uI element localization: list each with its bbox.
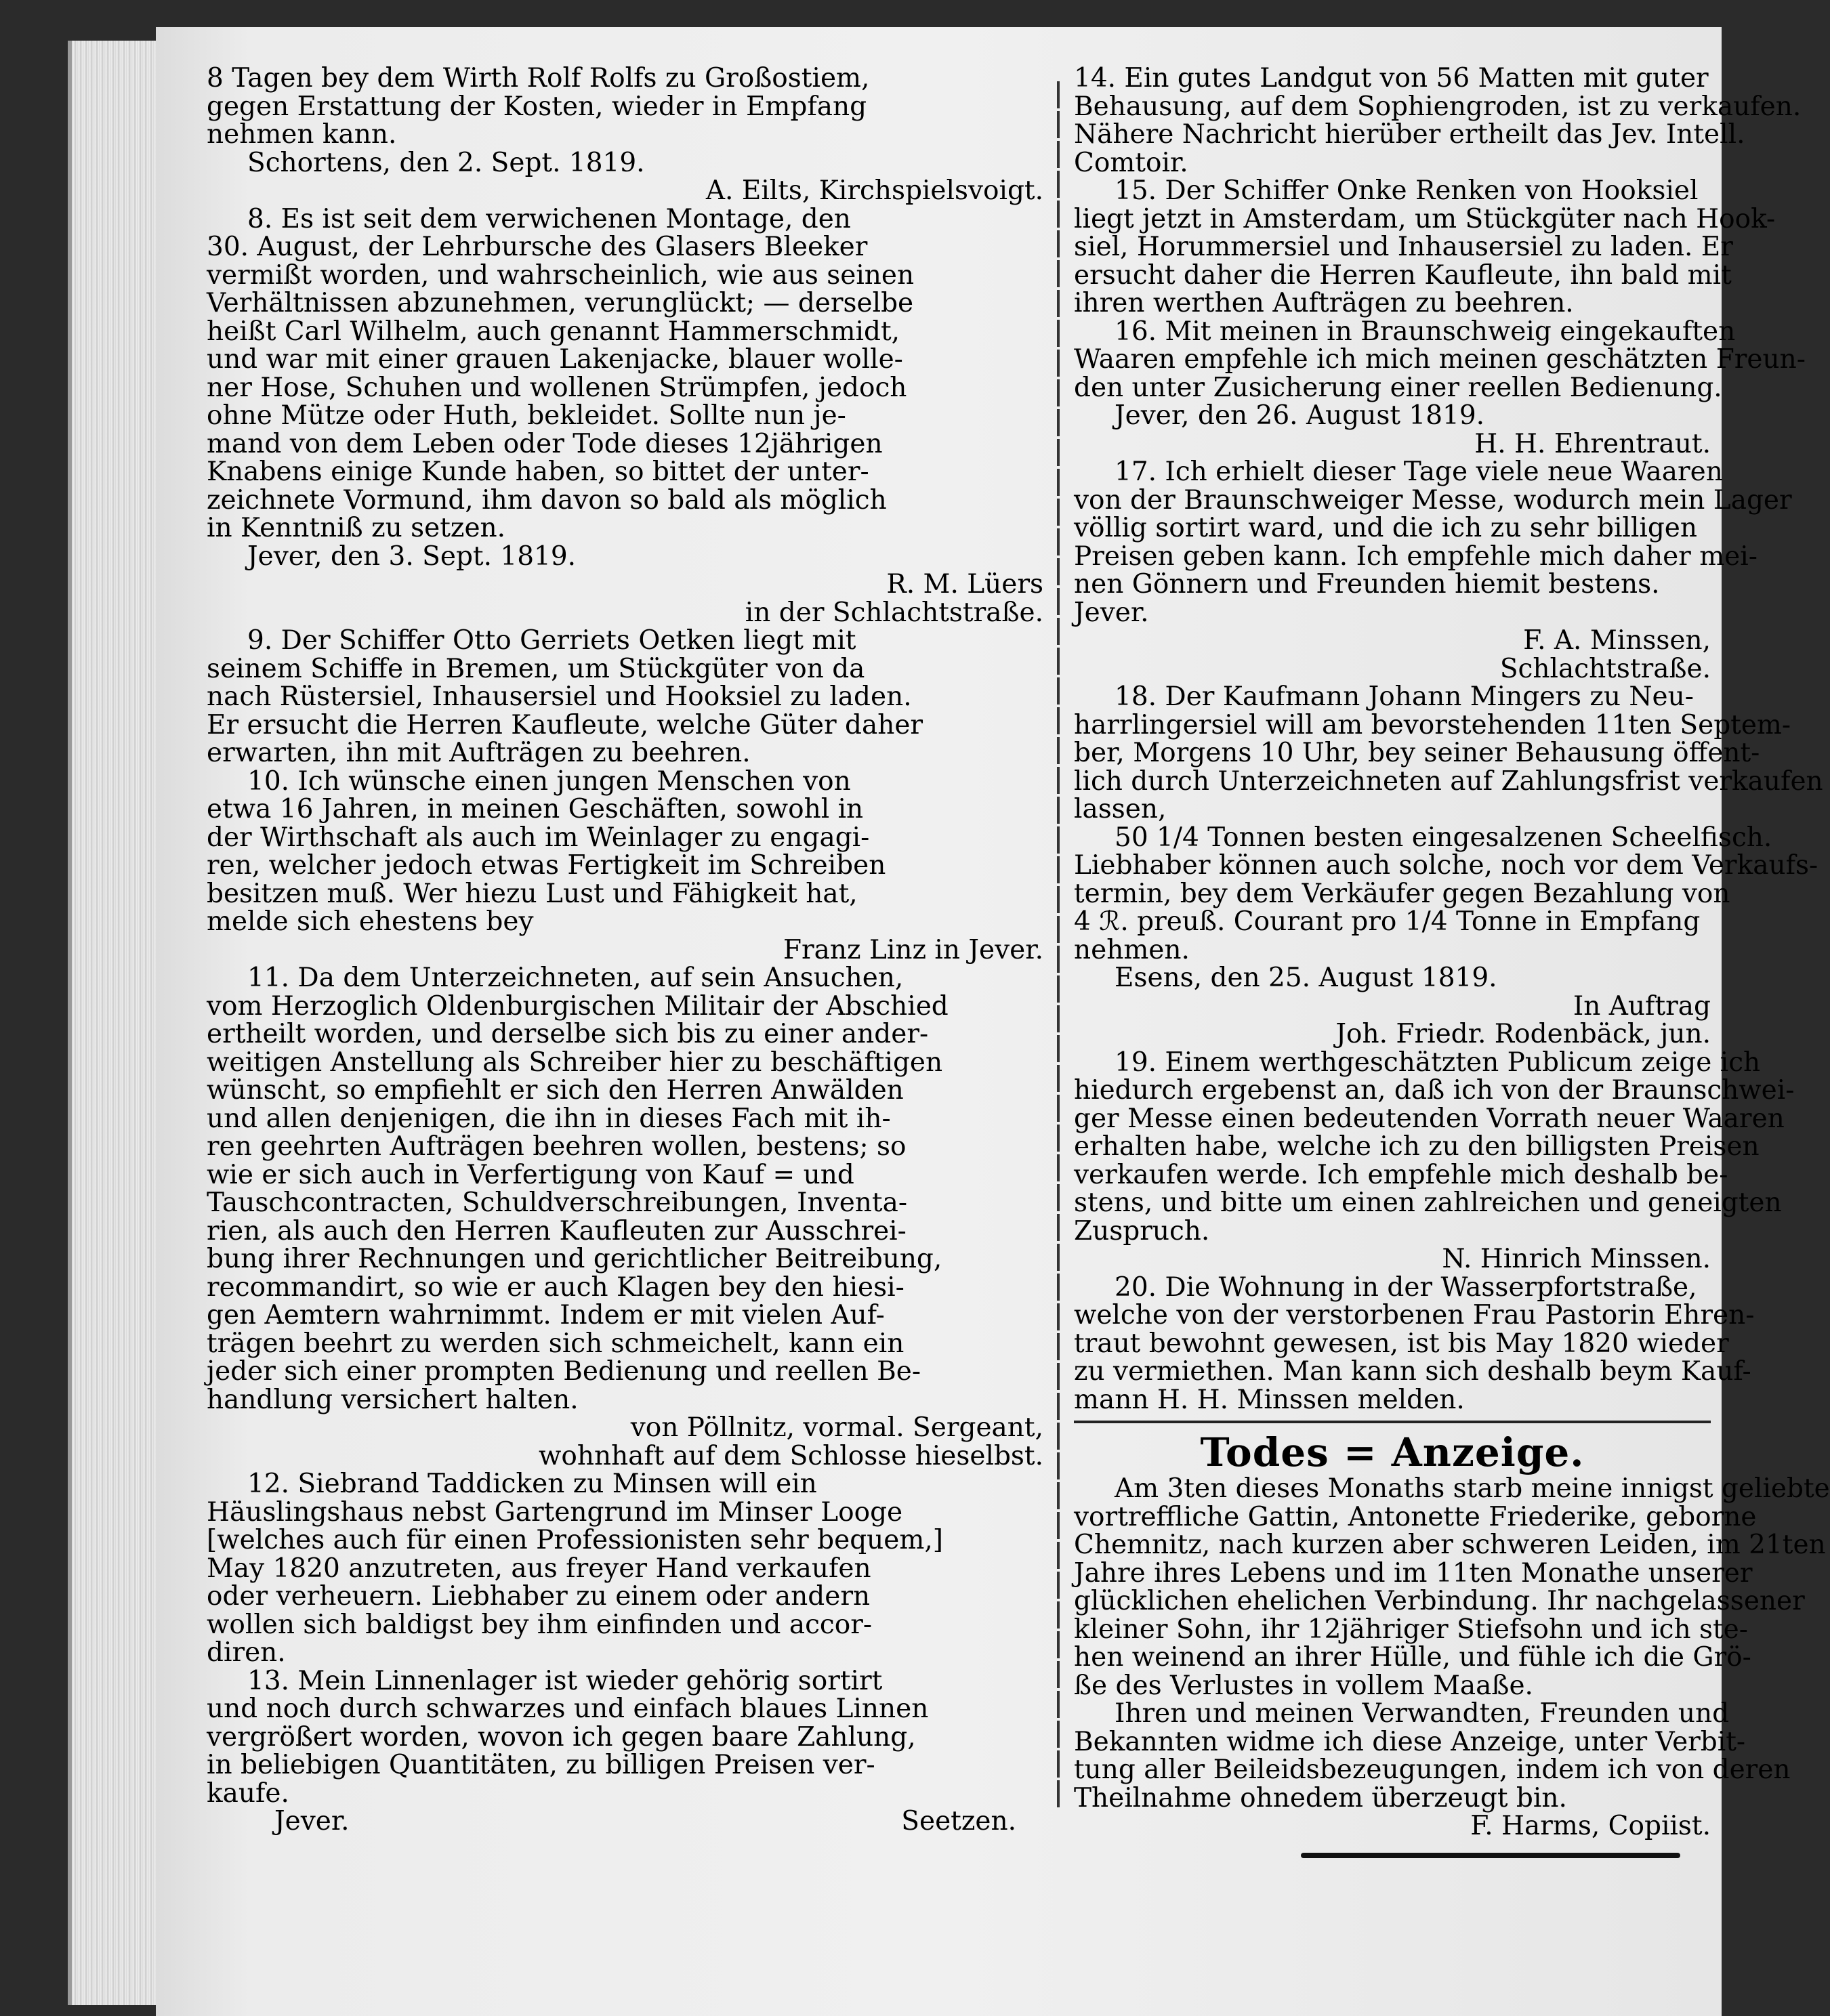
left-footer (207, 1807, 1043, 1836)
text-line: trägen beehrt zu werden sich schmeichelt, kann ein (207, 1328, 904, 1359)
text-line: Preisen geben kann. Ich empfehle mich daher mei- (1074, 541, 1758, 572)
death-notice-signature: F. Harms, Copiist. (1470, 1811, 1711, 1841)
text-line: etwa 16 Jahren, in meinen Geschäften, sowohl in (207, 794, 864, 824)
text-line: N. Hinrich Minssen. (1442, 1244, 1711, 1274)
text-line: gegen Erstattung der Kosten, wieder in Empfang (207, 91, 867, 122)
text-line: melde sich ehestens bey (207, 906, 534, 937)
death-notice-line: Jahre ihres Lebens und im 11ten Monathe unserer (1074, 1557, 1753, 1589)
text-line: Nähere Nachricht hierüber ertheilt das Jev. Intell. (1074, 119, 1745, 150)
death-notice-line: Bekannten widme ich diese Anzeige, unter Verbit- (1074, 1726, 1746, 1757)
death-notice-line: Chemnitz, nach kurzen aber schweren Leiden, im 21ten (1074, 1530, 1826, 1560)
text-line: ber, Morgens 10 Uhr, bey seiner Behausung öffent- (1074, 738, 1760, 768)
text-line: vermißt worden, und wahrscheinlich, wie aus seinen (207, 259, 915, 291)
text-line: Er ersucht die Herren Kaufleute, welche Güter daher (207, 709, 923, 740)
text-line: In Auftrag (1573, 990, 1711, 1022)
text-line: weitigen Anstellung als Schreiber hier zu beschäftigen (207, 1047, 943, 1078)
text-line: Schortens, den 2. Sept. 1819. (247, 147, 645, 178)
text-line: erwarten, ihn mit Aufträgen zu beehren. (207, 738, 751, 768)
text-line: 9. Der Schiffer Otto Gerriets Oetken liegt mit (247, 625, 856, 656)
text-line: mand von dem Leben oder Tode dieses 12jährigen (207, 428, 883, 459)
text-line: und war mit einer grauen Lakenjacke, blauer wolle- (207, 344, 903, 375)
text-line: 12. Siebrand Taddicken zu Minsen will ein (247, 1469, 817, 1499)
death-notice-line: Am 3ten dieses Monaths starb meine innigst geliebte (1115, 1473, 1830, 1504)
text-line: nen Gönnern und Freunden hiemit bestens. (1074, 569, 1660, 600)
text-line: in beliebigen Quantitäten, zu billigen Preisen ver- (207, 1750, 875, 1780)
text-line: wie er sich auch in Verfertigung von Kauf = und (207, 1159, 854, 1190)
death-notice-title: Todes = Anzeige. (1200, 1429, 1585, 1475)
text-line: 20. Die Wohnung in der Wasserpfortstraße, (1115, 1272, 1697, 1303)
text-line: besitzen muß. Wer hiezu Lust und Fähigkeit hat, (207, 878, 858, 909)
text-line: 50 1/4 Tonnen besten eingesalzenen Scheelfisch. (1115, 822, 1772, 853)
text-line: ren geehrten Aufträgen beehren wollen, bestens; so (207, 1131, 907, 1162)
right-column (1074, 63, 1830, 1841)
text-line: 11. Da dem Unterzeichneten, auf sein Ansuchen, (247, 963, 904, 993)
text-line: wollen sich baldigst bey ihm einfinden und accor- (207, 1609, 873, 1640)
text-line: erhalten habe, welche ich zu den billigsten Preisen (1074, 1131, 1760, 1162)
text-line: Zuspruch. (1074, 1215, 1210, 1246)
text-line: ren, welcher jedoch etwas Fertigkeit im Schreiben (207, 850, 886, 881)
text-line: Häuslingshaus nebst Gartengrund im Minser Looge (207, 1496, 903, 1528)
text-line: Jever. (1074, 597, 1149, 628)
text-line: 8. Es ist seit dem verwichenen Montage, den (247, 203, 851, 234)
text-line: der Wirthschaft als auch im Weinlager zu engagi- (207, 822, 870, 853)
text-line: zu vermiethen. Man kann sich deshalb beym Kauf- (1074, 1356, 1751, 1387)
text-line: [welches auch für einen Professionisten sehr bequem,] (207, 1525, 943, 1555)
text-line: vom Herzoglich Oldenburgischen Militair der Abschied (207, 990, 949, 1022)
text-line: den unter Zusicherung einer reellen Bedienung. (1074, 372, 1722, 403)
text-line: Tauschcontracten, Schuldverschreibungen, Inventa- (207, 1188, 908, 1218)
text-line: Schlachtstraße. (1499, 653, 1711, 684)
text-line: ertheilt worden, und derselbe sich bis zu einer ander- (207, 1019, 929, 1049)
death-notice-line: tung aller Beileidsbezeugungen, indem ich von deren (1074, 1755, 1791, 1785)
footer-name: Seetzen. (901, 1806, 1016, 1836)
text-line: H. H. Ehrentraut. (1474, 428, 1711, 459)
text-line: Waaren empfehle ich mich meinen geschätzten Freun- (1074, 344, 1806, 375)
text-line: 4 ℛ. preuß. Courant pro 1/4 Tonne in Empfang (1074, 906, 1701, 937)
text-line: ersucht daher die Herren Kaufleute, ihn bald mit (1074, 259, 1732, 291)
text-line: 19. Einem werthgeschätzten Publicum zeige ich (1115, 1047, 1761, 1078)
text-line: hiedurch ergebenst an, daß ich von der Braunschwei- (1074, 1075, 1795, 1106)
text-line: oder verheuern. Liebhaber zu einem oder andern (207, 1581, 871, 1612)
text-line: Liebhaber können auch solche, noch vor dem Verkaufs- (1074, 850, 1818, 881)
text-line: Franz Linz in Jever. (783, 934, 1043, 965)
text-line: und allen denjenigen, die ihn in dieses Fach mit ih- (207, 1103, 891, 1134)
text-line: stens, und bitte um einen zahlreichen und geneigten (1074, 1188, 1782, 1218)
text-line: 18. Der Kaufmann Johann Mingers zu Neu- (1115, 681, 1694, 712)
text-line: nehmen kann. (207, 119, 397, 150)
text-line: ner Hose, Schuhen und wollenen Strümpfen, jedoch (207, 372, 907, 403)
text-line: rien, als auch den Herren Kaufleuten zur Ausschrei- (207, 1215, 907, 1246)
text-line: ger Messe einen bedeutenden Vorrath neuer Waaren (1074, 1103, 1785, 1134)
text-line: von der Braunschweiger Messe, wodurch mein Lager (1074, 484, 1792, 516)
left-column (207, 64, 1043, 1836)
text-line: vergrößert worden, wovon ich gegen baare Zahlung, (207, 1721, 916, 1752)
text-line: kaufe. (207, 1778, 289, 1809)
text-line: Jever, den 3. Sept. 1819. (247, 541, 577, 572)
text-line: wünscht, so empfiehlt er sich den Herren Anwälden (207, 1075, 904, 1106)
book-page-edges (68, 41, 167, 2005)
text-line: Behausung, auf dem Sophiengroden, ist zu verkaufen. (1074, 91, 1802, 122)
text-line: in Kenntniß zu setzen. (207, 513, 506, 543)
text-line: 15. Der Schiffer Onke Renken von Hooksiel (1115, 175, 1699, 206)
text-line: 17. Ich erhielt dieser Tage viele neue Waaren (1115, 457, 1723, 487)
text-line: recommandirt, so wie er auch Klagen bey den hiesi- (207, 1272, 904, 1303)
death-notice-line: hen weinend an ihrer Hülle, und fühle ich die Grö- (1074, 1642, 1751, 1673)
text-line: seinem Schiffe in Bremen, um Stückgüter von da (207, 653, 865, 684)
column-divider (1057, 81, 1060, 1809)
text-line: A. Eilts, Kirchspielsvoigt. (705, 175, 1043, 206)
death-notice-line: kleiner Sohn, ihr 12jähriger Stiefsohn und ich ste- (1074, 1614, 1748, 1645)
text-line: traut bewohnt gewesen, ist bis May 1820 wieder (1074, 1328, 1729, 1359)
text-line: siel, Horummersiel und Inhausersiel zu laden. Er (1074, 232, 1733, 262)
text-line: 10. Ich wünsche einen jungen Menschen von (247, 765, 851, 797)
text-line: von Pöllnitz, vormal. Sergeant, (630, 1412, 1043, 1443)
section-rule (1074, 1421, 1711, 1423)
text-line: 13. Mein Linnenlager ist wieder gehörig sortirt (247, 1665, 883, 1696)
text-line: lich durch Unterzeichneten auf Zahlungsfrist verkaufen (1074, 765, 1823, 797)
text-line: völlig sortirt ward, und die ich zu sehr billigen (1074, 513, 1698, 543)
text-line: 14. Ein gutes Landgut von 56 Matten mit guter (1074, 63, 1709, 93)
text-line: handlung versichert halten. (207, 1384, 579, 1415)
text-line: liegt jetzt in Amsterdam, um Stückgüter nach Hook- (1074, 203, 1776, 234)
text-line: zeichnete Vormund, ihm davon so bald als möglich (207, 484, 887, 516)
text-line: und noch durch schwarzes und einfach blaues Linnen (207, 1694, 929, 1724)
text-line: 8 Tagen bey dem Wirth Rolf Rolfs zu Großostiem, (207, 63, 870, 93)
text-line: in der Schlachtstraße. (745, 597, 1043, 628)
text-line: Esens, den 25. August 1819. (1115, 963, 1497, 993)
text-line: Verhältnissen abzunehmen, verunglückt; — derselbe (207, 288, 914, 318)
text-line: ihren werthen Aufträgen zu beehren. (1074, 288, 1574, 318)
text-line: Joh. Friedr. Rodenbäck, jun. (1335, 1019, 1711, 1049)
death-notice-line: vortreffliche Gattin, Antonette Friederike, geborne (1074, 1501, 1757, 1532)
text-line: ohne Mütze oder Huth, bekleidet. Sollte nun je- (207, 400, 846, 431)
text-line: diren. (207, 1637, 286, 1668)
text-line: 16. Mit meinen in Braunschweig eingekauften (1115, 316, 1736, 347)
text-line: nach Rüstersiel, Inhausersiel und Hooksiel zu laden. (207, 681, 912, 712)
death-notice-line: Ihren und meinen Verwandten, Freunden und (1115, 1698, 1730, 1729)
text-line: nehmen. (1074, 934, 1190, 965)
death-notice-line: glücklichen ehelichen Verbindung. Ihr nachgelassener (1074, 1586, 1805, 1616)
text-line: bung ihrer Rechnungen und gerichtlicher Beitreibung, (207, 1244, 942, 1274)
text-line: Comtoir. (1074, 147, 1188, 178)
text-line: harrlingersiel will am bevorstehenden 11ten Septem- (1074, 709, 1791, 740)
text-line: mann H. H. Minssen melden. (1074, 1384, 1465, 1415)
text-line: welche von der verstorbenen Frau Pastorin Ehren- (1074, 1300, 1755, 1330)
text-line: verkaufen werde. Ich empfehle mich deshalb be- (1074, 1159, 1728, 1190)
text-line: wohnhaft auf dem Schlosse hieselbst. (538, 1440, 1043, 1471)
text-line: Knabens einige Kunde haben, so bittet der unter- (207, 457, 869, 487)
text-line: 30. August, der Lehrbursche des Glasers Bleeker (207, 232, 868, 262)
text-line: May 1820 anzutreten, aus freyer Hand verkaufen (207, 1553, 871, 1584)
text-line: Jever, den 26. August 1819. (1115, 400, 1485, 431)
text-line: R. M. Lüers (886, 569, 1043, 600)
text-line: F. A. Minssen, (1523, 625, 1711, 656)
death-notice-line: ße des Verlustes in vollem Maaße. (1074, 1670, 1533, 1701)
text-line: termin, bey dem Verkäufer gegen Bezahlung von (1074, 878, 1730, 909)
closing-rule (1301, 1853, 1680, 1858)
text-line: heißt Carl Wilhelm, auch genannt Hammerschmidt, (207, 316, 900, 347)
text-line: gen Aemtern wahrnimmt. Indem er mit vielen Auf- (207, 1300, 885, 1330)
text-line: jeder sich einer prompten Bedienung und reellen Be- (207, 1356, 921, 1387)
death-notice-line: Theilnahme ohnedem überzeugt bin. (1074, 1782, 1567, 1813)
footer-place: Jever. (274, 1806, 350, 1836)
text-line: lassen, (1074, 794, 1167, 824)
